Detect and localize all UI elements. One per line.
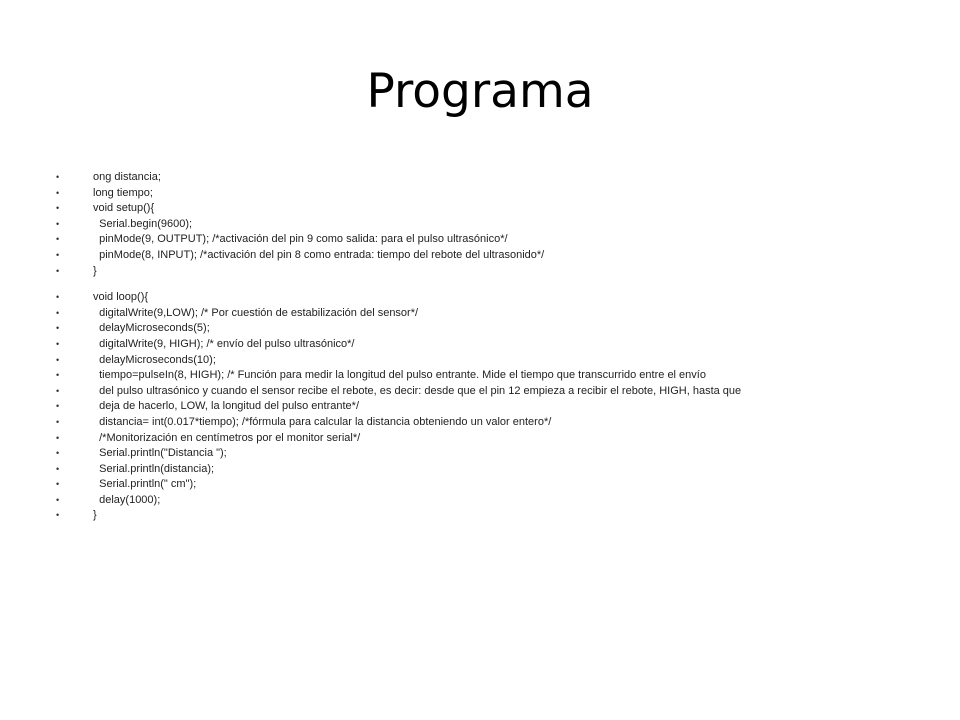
code-line-text: } <box>93 264 97 277</box>
code-line <box>56 306 916 322</box>
code-line-text: Serial.println(distancia); <box>93 462 215 475</box>
code-line-text: ong distancia; <box>93 171 161 183</box>
code-line <box>56 399 916 415</box>
code-line-text: digitalWrite(9, HIGH); /* envío del pulso ultrasónico*/ <box>93 337 355 350</box>
code-line-text: /*Monitorización en centímetros por el monitor serial*/ <box>93 431 361 444</box>
code-line <box>56 264 916 280</box>
code-line-text: Serial.println(" cm"); <box>93 478 197 491</box>
bullet-dot-icon: • <box>56 172 60 182</box>
bullet-dot-icon: • <box>56 187 60 198</box>
bullet-dot-icon: • <box>56 307 60 318</box>
code-line <box>56 232 916 248</box>
code-line-text: digitalWrite(9,LOW); /* Por cuestión de estabilización del sensor*/ <box>93 306 419 319</box>
code-bullet-list <box>56 170 916 524</box>
code-line-text: void setup(){ <box>93 202 155 215</box>
bullet-dot-icon: • <box>56 432 60 443</box>
code-line-text: del pulso ultrasónico y cuando el sensor recibe el rebote, es decir: desde que el pin 12 empieza a recibir el rebote, HIGH, hasta que <box>93 384 742 397</box>
bullet-dot-icon: • <box>56 479 60 490</box>
bullet-dot-icon: • <box>56 448 60 459</box>
bullet-dot-icon: • <box>56 510 60 521</box>
bullet-dot-icon: • <box>56 354 60 365</box>
code-line <box>56 368 916 384</box>
slide-title: Programa <box>366 64 594 119</box>
code-line-text: delayMicroseconds(10); <box>93 353 216 366</box>
code-line <box>56 477 916 493</box>
code-line-text: deja de hacerlo, LOW, la longitud del pulso entrante*/ <box>93 400 360 413</box>
bullet-dot-icon: • <box>56 494 60 505</box>
code-line-text: pinMode(9, OUTPUT); /*activación del pin 9 como salida: para el pulso ultrasónico*/ <box>93 233 508 246</box>
bullet-dot-icon: • <box>56 234 60 245</box>
code-line <box>56 415 916 431</box>
code-line <box>56 337 916 353</box>
code-line-text: long tiempo; <box>93 186 153 199</box>
code-line-text: delay(1000); <box>93 493 161 506</box>
bullet-dot-icon: • <box>56 463 60 474</box>
bullet-dot-icon: • <box>56 370 60 381</box>
code-line <box>56 321 916 337</box>
code-line <box>56 353 916 369</box>
code-line-text: Serial.println("Distancia "); <box>93 447 227 460</box>
code-line <box>56 493 916 509</box>
bullet-dot-icon: • <box>56 385 60 396</box>
code-line <box>56 201 916 217</box>
bullet-dot-icon: • <box>56 203 60 214</box>
code-line <box>56 170 916 186</box>
bullet-dot-icon: • <box>56 292 60 303</box>
code-line-text: void loop(){ <box>93 291 149 304</box>
code-line-text: Serial.begin(9600); <box>93 217 193 230</box>
code-line-text: distancia= int(0.017*tiempo); /*fórmula para calcular la distancia obteniendo un valor entero*/ <box>93 415 552 428</box>
bullet-dot-icon: • <box>56 218 60 229</box>
bullet-dot-icon: • <box>56 338 60 349</box>
code-line-text: tiempo=pulseIn(8, HIGH); /* Función para medir la longitud del pulso entrante. Mide el tiempo que transcurrido entre el envío <box>93 369 706 382</box>
bullet-dot-icon: • <box>56 416 60 427</box>
code-line <box>56 384 916 400</box>
code-line <box>56 431 916 447</box>
code-line <box>56 508 916 524</box>
bullet-dot-icon: • <box>56 323 60 334</box>
code-line <box>56 217 916 233</box>
bullet-dot-icon: • <box>56 265 60 276</box>
bullet-dot-icon: • <box>56 401 60 412</box>
code-line <box>56 186 916 202</box>
code-line-text: delayMicroseconds(5); <box>93 322 210 335</box>
code-line <box>56 446 916 462</box>
code-line <box>56 248 916 264</box>
code-line-text: } <box>93 509 97 522</box>
code-line-text: pinMode(8, INPUT); /*activación del pin 8 como entrada: tiempo del rebote del ultrasonido*/ <box>93 248 545 261</box>
code-line <box>56 462 916 478</box>
bullet-dot-icon: • <box>56 249 60 260</box>
code-line <box>56 290 916 306</box>
